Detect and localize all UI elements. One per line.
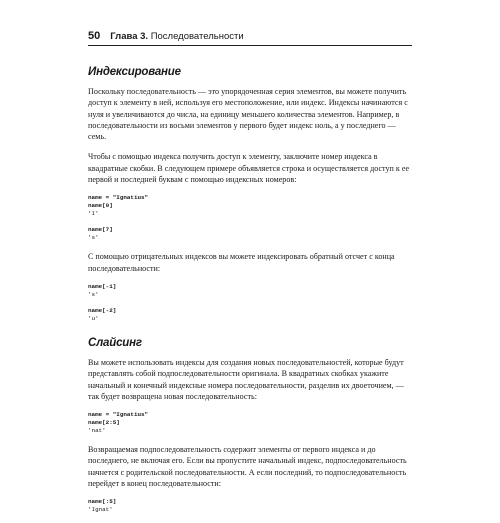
code-output-line: 's' <box>88 234 99 242</box>
paragraph: С помощью отрицательных индексов вы можете индексировать обратный отсчет с конца последовательности: <box>88 252 395 273</box>
section <box>88 337 412 514</box>
code-output-line: 'nat' <box>88 427 106 435</box>
code-command-line: name = "Ignatius" <box>88 411 149 419</box>
code-command-line: name[:5] <box>88 498 117 506</box>
chapter-name: Последовательности <box>150 31 244 42</box>
chapter-title <box>110 31 243 42</box>
code-block <box>88 411 412 435</box>
code-block <box>88 498 412 514</box>
running-header <box>88 30 412 46</box>
code-command-line: name[7] <box>88 226 113 234</box>
code-command-line: name[-1] <box>88 282 117 290</box>
page-content <box>88 66 412 514</box>
code-command-line: name[-2] <box>88 306 117 314</box>
paragraph: Вы можете использовать индексы для создания новых последовательностей, которые будут представлять собой подпоследовательности оригинала. В квадратных скобках укажите начальный и конечный индексные номера последовательности, разделив их двоеточием, — так будет возвращена новая последовательность: <box>88 357 404 401</box>
paragraph: Поскольку последовательность — это упорядоченная серия элементов, вы можете получить доступ к элементу в ней, используя его местоположение, или индекс. Индексы начинаются с нуля и увеличиваются до числа, на единицу меньшего количества элементов. Например, в последовательности из восьми элементов у первого будет индекс ноль, а у последнего — семь. <box>88 87 408 142</box>
chapter-label: Глава 3. <box>110 31 149 42</box>
code-output-line: 'Ignat' <box>88 506 113 514</box>
code-output-line: 's' <box>88 290 99 298</box>
code-block <box>88 283 412 323</box>
code-command-line: name = "Ignatius" <box>88 194 149 202</box>
page-number: 50 <box>88 30 101 42</box>
code-output-line: 'u' <box>88 314 99 322</box>
code-command-line: name[2:5] <box>88 419 120 427</box>
code-output-line <box>88 218 412 226</box>
book-page <box>88 30 412 523</box>
section <box>88 66 412 323</box>
section-heading: Индексирование <box>88 66 181 78</box>
code-output-line <box>88 299 412 307</box>
code-command-line: name[0] <box>88 202 113 210</box>
paragraph: Возвращаемая подпоследовательность содержит элементы от первого индекса и до последнего, не включая его. Если вы пропустите начальный индекс, подпоследовательность начнется с родительской последовательности. А если последний, то подпоследовательность перейдет в конец последовательности: <box>88 445 407 489</box>
code-output-line: 'I' <box>88 210 99 218</box>
code-block <box>88 194 412 242</box>
paragraph: Чтобы с помощью индекса получить доступ к элементу, заключите номер индекса в квадратные скобки. В следующем примере объявляется строка и осуществляется доступ к ее первой и последней буквам с помощью индексных номеров: <box>88 152 410 185</box>
section-heading: Слайсинг <box>88 336 142 349</box>
